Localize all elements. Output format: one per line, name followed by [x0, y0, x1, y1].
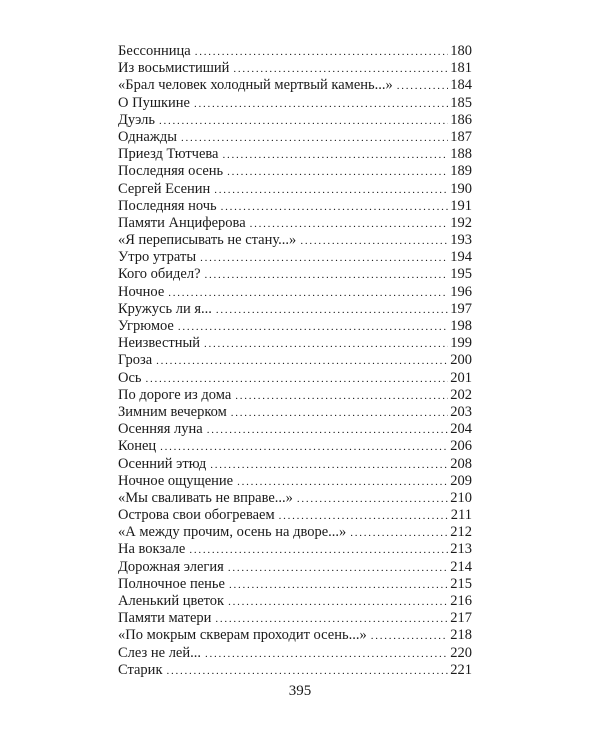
- dot-leader: [350, 525, 448, 542]
- dot-leader: [235, 388, 448, 405]
- toc-entry: [118, 490, 472, 507]
- dot-leader: [229, 577, 448, 594]
- dot-leader: [205, 646, 448, 663]
- toc-entry-title: Старик: [118, 661, 163, 678]
- toc-entry-title: Осенняя луна: [118, 421, 203, 438]
- toc-entry: [118, 284, 472, 301]
- dot-leader: [297, 491, 448, 508]
- toc-entry-title: Из восьмистиший: [118, 60, 230, 77]
- toc-entry-title: Аленький цветок: [118, 593, 225, 609]
- toc-entry: [118, 387, 472, 404]
- toc-entry: [118, 95, 472, 112]
- toc-entry-title: Утро утраты: [118, 249, 197, 266]
- toc-entry-page: 202: [450, 386, 472, 403]
- toc-entry-page: 185: [450, 94, 472, 111]
- toc-entry: [118, 627, 472, 644]
- toc-entry-title: Дуэль: [118, 111, 155, 128]
- toc-entry: [118, 43, 472, 60]
- toc-entry: [118, 645, 472, 662]
- toc-entry-page: 213: [450, 541, 472, 558]
- toc-entry-page: 181: [450, 60, 472, 77]
- toc-entry-title: Неизвестный: [118, 335, 200, 352]
- toc-entry: [118, 438, 472, 455]
- toc-entry-title: Последняя ночь: [118, 197, 217, 214]
- toc-entry-page: 194: [450, 249, 472, 266]
- toc-entry-title: Слез не лей...: [118, 644, 201, 661]
- toc-entry-title: Угрюмое: [118, 318, 174, 334]
- dot-leader: [215, 611, 448, 628]
- toc-entry-page: 188: [450, 146, 472, 163]
- toc-entry-page: 208: [450, 455, 472, 472]
- toc-entry-page: 221: [450, 661, 472, 678]
- dot-leader: [168, 285, 448, 302]
- toc-entry-page: 186: [450, 111, 472, 128]
- toc-entry-title: Острова свои обогреваем: [118, 507, 275, 524]
- toc-entry: [118, 181, 472, 198]
- dot-leader: [214, 182, 448, 199]
- dot-leader: [223, 147, 449, 164]
- toc-entry: [118, 593, 472, 610]
- toc-entry: [118, 559, 472, 576]
- toc-entry-page: 192: [450, 214, 472, 231]
- dot-leader: [207, 422, 449, 439]
- page-number: 395: [288, 683, 312, 699]
- toc-entry: [118, 610, 472, 627]
- toc-entry: [118, 129, 472, 146]
- toc-entry-page: 189: [450, 163, 472, 180]
- toc-entry: [118, 662, 472, 679]
- toc-entry: [118, 112, 472, 129]
- toc-entry-title: Ночное ощущение: [118, 472, 234, 489]
- dot-leader: [166, 663, 448, 680]
- toc-entry-title: Осенний этюд: [118, 455, 207, 472]
- toc-entry-page: 200: [450, 352, 472, 369]
- toc-entry-page: 187: [450, 128, 472, 145]
- toc-entry-title: Полночное пенье: [118, 575, 225, 592]
- toc-entry-page: 190: [450, 180, 472, 197]
- toc-entry-page: 193: [450, 232, 472, 249]
- toc-entry-title: Гроза: [118, 352, 153, 369]
- toc-entry-page: 199: [450, 335, 472, 352]
- dot-leader: [156, 353, 448, 370]
- dot-leader: [200, 250, 448, 267]
- toc-entry: [118, 249, 472, 266]
- dot-leader: [371, 628, 449, 645]
- dot-leader: [205, 267, 449, 284]
- toc-entry-title: «А между прочим, осень на дворе...»: [118, 524, 347, 541]
- toc-entry-title: На вокзале: [118, 541, 186, 558]
- toc-entry-page: 218: [450, 627, 472, 644]
- toc-entry: [118, 146, 472, 163]
- toc-entry: [118, 60, 472, 77]
- dot-leader: [194, 96, 448, 113]
- toc-entry: [118, 541, 472, 558]
- toc-entry-title: Сергей Есенин: [118, 180, 211, 197]
- dot-leader: [210, 457, 448, 474]
- toc-entry: [118, 266, 472, 283]
- toc-entry-page: 184: [450, 77, 472, 94]
- dot-leader: [221, 199, 449, 216]
- toc-entry-title: Приезд Тютчева: [118, 146, 219, 163]
- toc-entry-title: «По мокрым скверам проходит осень...»: [118, 627, 367, 644]
- toc-entry-page: 217: [450, 610, 472, 627]
- toc-entry-title: «Мы сваливать не вправе...»: [118, 489, 293, 506]
- toc-entry-title: Дорожная элегия: [118, 558, 224, 575]
- toc-entry: [118, 456, 472, 473]
- dot-leader: [204, 336, 448, 353]
- dot-leader: [216, 302, 448, 319]
- toc-entry-page: 204: [450, 421, 472, 438]
- table-of-contents: [118, 43, 472, 679]
- dot-leader: [300, 233, 448, 250]
- toc-entry: [118, 370, 472, 387]
- toc-entry-title: «Брал человек холодный мертвый камень...»: [118, 77, 393, 94]
- toc-entry-title: Бессонница: [118, 43, 191, 59]
- toc-entry-page: 197: [450, 300, 472, 317]
- dot-leader: [195, 44, 449, 61]
- dot-leader: [228, 560, 448, 577]
- dot-leader: [233, 61, 448, 78]
- toc-entry-page: 209: [450, 472, 472, 489]
- toc-entry: [118, 404, 472, 421]
- toc-entry-title: Памяти матери: [118, 610, 212, 627]
- dot-leader: [160, 439, 448, 456]
- toc-entry-page: 203: [450, 403, 472, 420]
- dot-leader: [181, 130, 448, 147]
- toc-entry: [118, 335, 472, 352]
- dot-leader: [189, 542, 448, 559]
- toc-entry-page: 195: [450, 266, 472, 283]
- toc-entry-page: 216: [450, 593, 472, 609]
- dot-leader: [231, 405, 448, 422]
- toc-entry-title: Памяти Анциферова: [118, 214, 246, 231]
- dot-leader: [159, 113, 448, 130]
- toc-entry: [118, 232, 472, 249]
- toc-entry-page: 211: [450, 507, 472, 524]
- toc-entry-page: 206: [450, 438, 472, 455]
- dot-leader: [250, 216, 449, 233]
- toc-entry-title: Кружусь ли я...: [118, 300, 212, 317]
- toc-entry-title: Однажды: [118, 128, 177, 145]
- toc-entry-title: Ночное: [118, 283, 165, 300]
- toc-entry-page: 191: [450, 197, 472, 214]
- dot-leader: [228, 594, 448, 611]
- toc-entry: [118, 352, 472, 369]
- toc-entry: [118, 215, 472, 232]
- toc-entry-page: 180: [450, 43, 472, 59]
- toc-entry-title: О Пушкине: [118, 94, 190, 111]
- toc-entry-title: Последняя осень: [118, 163, 224, 180]
- toc-entry: [118, 318, 472, 335]
- toc-entry-page: 198: [450, 318, 472, 334]
- toc-entry: [118, 198, 472, 215]
- dot-leader: [397, 78, 448, 95]
- toc-entry-title: По дороге из дома: [118, 386, 232, 403]
- toc-entry-page: 196: [450, 283, 472, 300]
- toc-entry: [118, 163, 472, 180]
- toc-entry: [118, 301, 472, 318]
- dot-leader: [146, 371, 449, 388]
- toc-entry: [118, 421, 472, 438]
- toc-entry-title: «Я переписывать не стану...»: [118, 232, 297, 249]
- dot-leader: [279, 508, 449, 525]
- toc-entry-page: 210: [450, 489, 472, 506]
- toc-entry: [118, 576, 472, 593]
- toc-entry: [118, 77, 472, 94]
- toc-entry-page: 214: [450, 558, 472, 575]
- toc-entry-title: Ось: [118, 369, 142, 386]
- dot-leader: [178, 319, 448, 336]
- toc-entry-page: 201: [450, 369, 472, 386]
- dot-leader: [227, 164, 448, 181]
- toc-entry: [118, 507, 472, 524]
- toc-entry-title: Кого обидел?: [118, 266, 201, 283]
- toc-entry-title: Конец: [118, 438, 157, 455]
- toc-entry-page: 212: [450, 524, 472, 541]
- toc-entry-title: Зимним вечерком: [118, 403, 227, 420]
- toc-entry: [118, 524, 472, 541]
- toc-entry: [118, 473, 472, 490]
- toc-entry-page: 215: [450, 575, 472, 592]
- toc-entry-page: 220: [450, 644, 472, 661]
- dot-leader: [237, 474, 448, 491]
